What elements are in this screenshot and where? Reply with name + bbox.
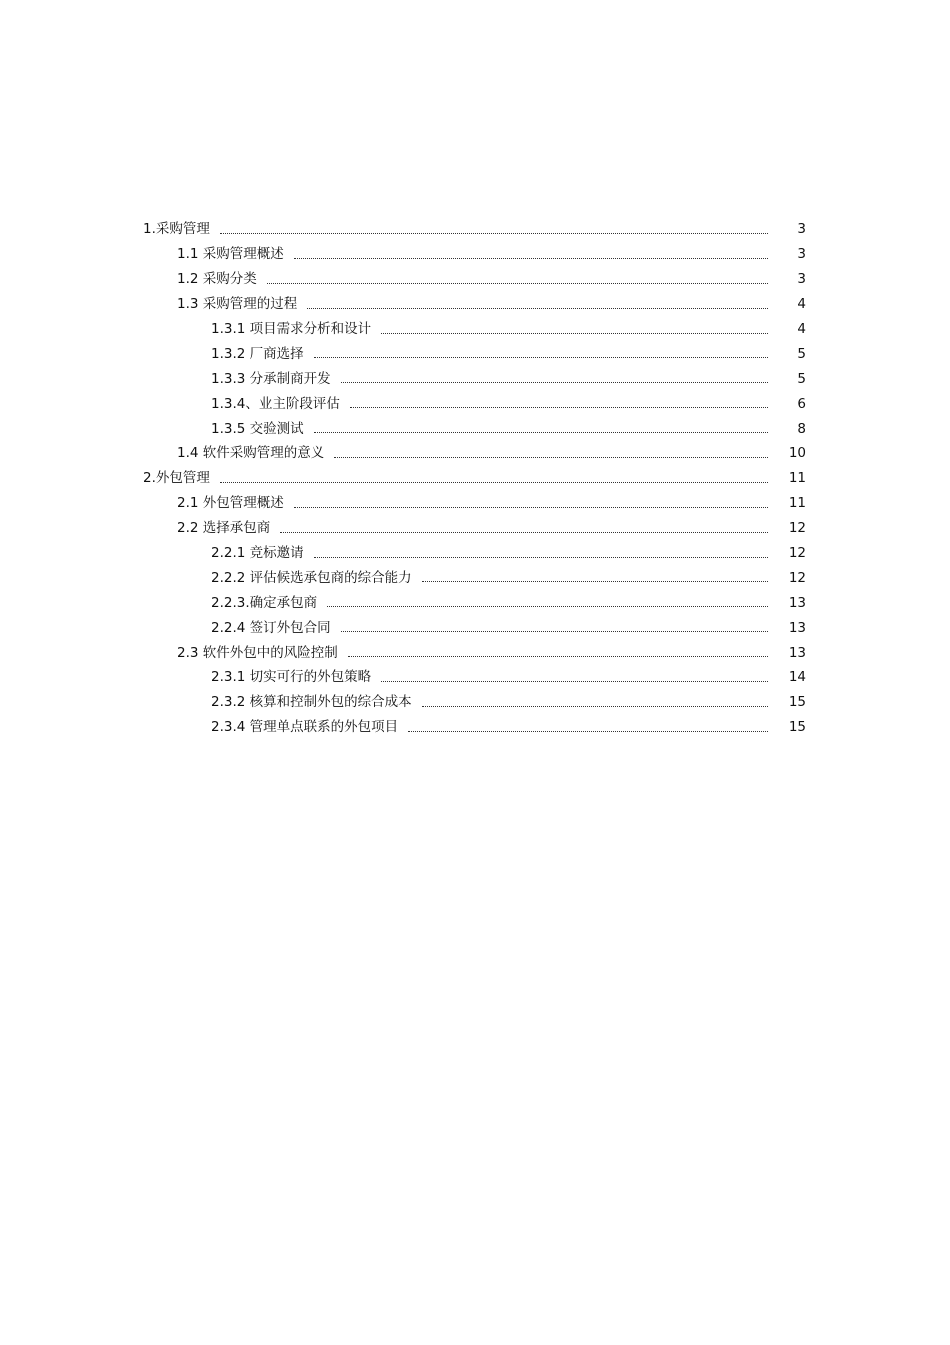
- toc-dot-leader: [381, 332, 768, 334]
- toc-page-number: 11: [788, 470, 806, 487]
- toc-page-number: 12: [788, 569, 806, 586]
- toc-entry-label: 2.3.4 管理单点联系的外包项目: [211, 719, 399, 736]
- toc-entry-label: 1.3.4、业主阶段评估: [211, 395, 340, 412]
- toc-page-number: 15: [788, 694, 806, 711]
- toc-dot-leader: [294, 506, 768, 508]
- toc-dot-leader: [314, 556, 768, 558]
- toc-page-number: 15: [788, 719, 806, 736]
- toc-entry-label: 2.2.2 评估候选承包商的综合能力: [211, 569, 412, 586]
- toc-entry[interactable]: [0, 665, 950, 690]
- toc-entry-label: 2.外包管理: [143, 470, 210, 487]
- toc-page-number: 10: [788, 445, 806, 462]
- toc-entry[interactable]: [0, 341, 950, 366]
- toc-entry[interactable]: [0, 715, 950, 740]
- toc-dot-leader: [381, 680, 768, 682]
- toc-entry-label: 2.3 软件外包中的风险控制: [177, 644, 338, 661]
- toc-dot-leader: [307, 307, 768, 309]
- toc-page-number: 6: [797, 395, 806, 412]
- toc-entry-label: 1.2 采购分类: [177, 271, 257, 288]
- toc-dot-leader: [408, 730, 768, 732]
- toc-dot-leader: [327, 605, 768, 607]
- toc-entry-label: 2.2.3.确定承包商: [211, 594, 318, 611]
- toc-page-number: 8: [797, 420, 806, 437]
- toc-entry[interactable]: [0, 391, 950, 416]
- toc-page-number: 13: [788, 594, 806, 611]
- toc-dot-leader: [314, 356, 768, 358]
- toc-dot-leader: [341, 630, 768, 632]
- toc-dot-leader: [422, 580, 768, 582]
- toc-entry[interactable]: [0, 466, 950, 491]
- toc-entry[interactable]: [0, 416, 950, 441]
- toc-entry-label: 2.3.1 切实可行的外包策略: [211, 669, 372, 686]
- toc-entry[interactable]: [0, 217, 950, 242]
- toc-entry[interactable]: [0, 690, 950, 715]
- toc-entry[interactable]: [0, 615, 950, 640]
- toc-page-number: 11: [788, 495, 806, 512]
- toc-page-number: 5: [797, 345, 806, 362]
- toc-entry-label: 1.4 软件采购管理的意义: [177, 445, 325, 462]
- toc-entry-label: 1.1 采购管理概述: [177, 246, 284, 263]
- toc-entry-label: 1.采购管理: [143, 221, 210, 238]
- toc-entry-label: 2.2.1 竞标邀请: [211, 545, 304, 562]
- toc-page-number: 4: [797, 296, 806, 313]
- toc-entry[interactable]: [0, 565, 950, 590]
- toc-dot-leader: [267, 282, 768, 284]
- toc-page-number: 5: [797, 370, 806, 387]
- toc-dot-leader: [350, 406, 768, 408]
- toc-entry-label: 2.2.4 签订外包合同: [211, 619, 331, 636]
- toc-dot-leader: [341, 381, 768, 383]
- toc-entry-label: 1.3.3 分承制商开发: [211, 370, 331, 387]
- toc-entry-label: 1.3.2 厂商选择: [211, 345, 304, 362]
- toc-page-number: 12: [788, 520, 806, 537]
- toc-dot-leader: [334, 456, 768, 458]
- toc-entry-label: 1.3.5 交验测试: [211, 420, 304, 437]
- toc-entry-label: 2.2 选择承包商: [177, 520, 271, 537]
- toc-page-number: 4: [797, 321, 806, 337]
- toc-dot-leader: [280, 531, 768, 533]
- toc-entry[interactable]: [0, 590, 950, 615]
- toc-entry[interactable]: [0, 541, 950, 566]
- toc-entry[interactable]: [0, 516, 950, 541]
- toc-page-number: 12: [788, 545, 806, 562]
- toc-entry[interactable]: [0, 317, 950, 342]
- toc-page-number: 3: [797, 246, 806, 263]
- toc-dot-leader: [314, 431, 768, 433]
- toc-page-number: 3: [797, 221, 806, 238]
- toc-dot-leader: [348, 655, 768, 657]
- toc-entry[interactable]: [0, 441, 950, 466]
- toc-entry[interactable]: [0, 292, 950, 317]
- toc-entry-label: 2.3.2 核算和控制外包的综合成本: [211, 694, 412, 711]
- toc-entry-label: 1.3 采购管理的过程: [177, 296, 298, 313]
- toc-entry-label: 2.1 外包管理概述: [177, 495, 284, 512]
- toc-dot-leader: [422, 705, 768, 707]
- toc-page-number: 13: [788, 644, 806, 661]
- toc-page-number: 14: [788, 669, 806, 686]
- toc-entry[interactable]: [0, 491, 950, 516]
- toc-dot-leader: [220, 481, 768, 483]
- toc-entry-label: 1.3.1 项目需求分析和设计: [211, 321, 372, 337]
- toc-entry[interactable]: [0, 267, 950, 292]
- toc-page-number: 3: [797, 271, 806, 288]
- table-of-contents: [0, 217, 950, 740]
- toc-entry[interactable]: [0, 366, 950, 391]
- toc-dot-leader: [294, 257, 768, 259]
- toc-page-number: 13: [788, 619, 806, 636]
- toc-dot-leader: [220, 232, 768, 234]
- toc-entry[interactable]: [0, 242, 950, 267]
- toc-entry[interactable]: [0, 640, 950, 665]
